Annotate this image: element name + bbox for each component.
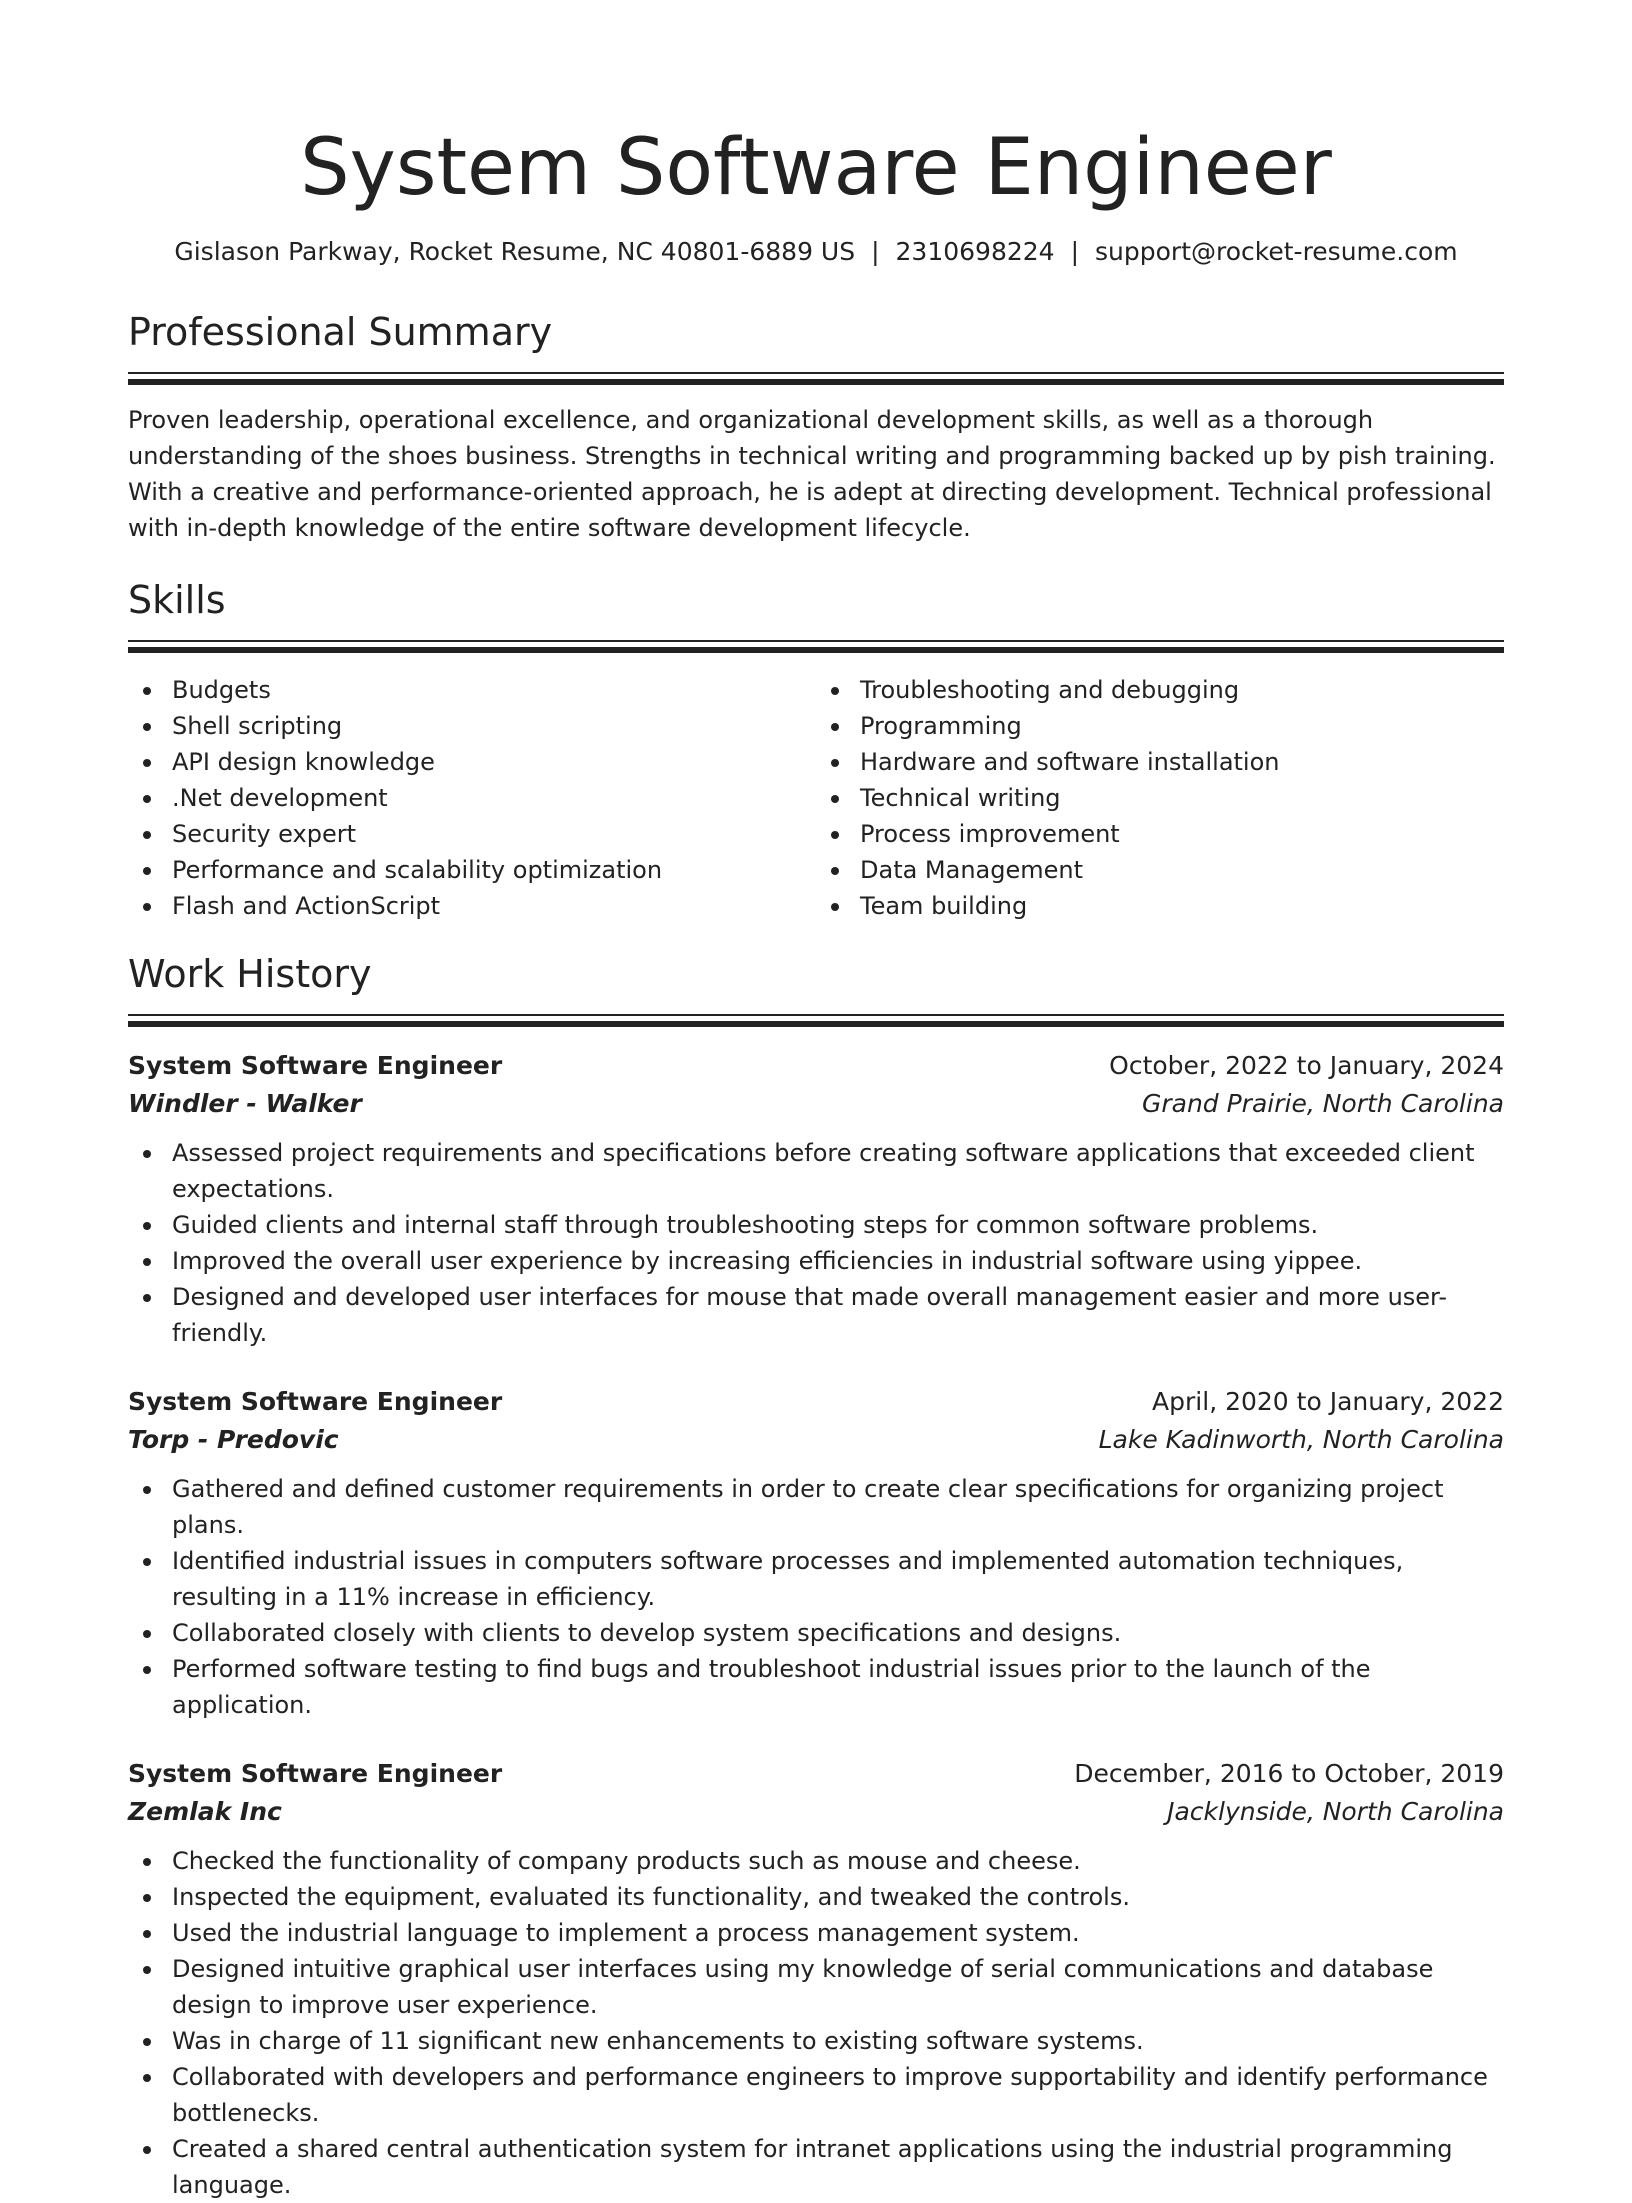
skills-list-left: [128, 672, 816, 924]
job-bullet: Improved the overall user experience by increasing efficiencies in industrial software using yippee.: [172, 1243, 1504, 1279]
job-title: System Software Engineer: [128, 1759, 503, 1788]
job-bullet: Guided clients and internal staff through troubleshooting steps for common software problems.: [172, 1207, 1504, 1243]
job-bullet: Designed and developed user interfaces for mouse that made overall management easier and more user-friendly.: [172, 1279, 1504, 1351]
skill-item: .Net development: [172, 780, 816, 816]
page-title: System Software Engineer: [300, 123, 1332, 213]
job-location: Grand Prairie, North Carolina: [1141, 1089, 1504, 1118]
job-entry: [128, 1383, 1504, 1723]
job-bullet: Inspected the equipment, evaluated its functionality, and tweaked the controls.: [172, 1879, 1504, 1915]
job-bullet: Performed software testing to find bugs and troubleshoot industrial issues prior to the launch of the application.: [172, 1651, 1504, 1723]
job-bullet: Was in charge of 11 significant new enhancements to existing software systems.: [172, 2023, 1504, 2059]
job-title: System Software Engineer: [128, 1051, 503, 1080]
skills-grid: [128, 672, 1504, 924]
section-divider: [128, 372, 1504, 374]
job-entry: [128, 1755, 1504, 2203]
skill-item: Flash and ActionScript: [172, 888, 816, 924]
section-divider: [128, 640, 1504, 642]
job-dates: December, 2016 to October, 2019: [1074, 1759, 1504, 1788]
job-entry: [128, 1047, 1504, 1351]
section-divider: [128, 1014, 1504, 1016]
job-company-row: [128, 1793, 1504, 1831]
job-bullets: [128, 1843, 1504, 2203]
job-title: System Software Engineer: [128, 1387, 503, 1416]
skill-item: Technical writing: [860, 780, 1504, 816]
job-bullet: Collaborated with developers and performance engineers to improve supportability and identify performance bottlenecks.: [172, 2059, 1504, 2131]
contact-email: support@rocket-resume.com: [1095, 237, 1458, 266]
job-header-row: [128, 1755, 1504, 1793]
job-bullets: [128, 1135, 1504, 1351]
job-dates: October, 2022 to January, 2024: [1109, 1051, 1504, 1080]
resume-page: [128, 0, 1504, 2203]
contact-address: Gislason Parkway, Rocket Resume, NC 40801-6889 US: [174, 237, 856, 266]
skill-item: Troubleshooting and debugging: [860, 672, 1504, 708]
contact-separator: |: [1070, 237, 1080, 266]
section-divider-thick: [128, 1021, 1504, 1027]
job-bullets: [128, 1471, 1504, 1723]
summary-text: Proven leadership, operational excellence, and organizational development skills, as well as a thorough understanding of the shoes business. Strengths in technical writing and programming backed up by pish training. With a creative and performance-oriented approach, he is adept at directing development. Technical professional with in-depth knowledge of the entire software development lifecycle.: [128, 406, 1496, 542]
contact-phone: 2310698224: [895, 237, 1055, 266]
job-bullet: Used the industrial language to implement a process management system.: [172, 1915, 1504, 1951]
job-company-row: [128, 1085, 1504, 1123]
section-divider-thick: [128, 379, 1504, 385]
skills-list-right: [816, 672, 1504, 924]
job-bullet: Assessed project requirements and specifications before creating software applications that exceeded client expectations.: [172, 1135, 1504, 1207]
contact-separator: |: [871, 237, 880, 266]
skills-section: [128, 576, 1504, 924]
job-company: Torp - Predovic: [128, 1425, 339, 1454]
job-bullet: Designed intuitive graphical user interfaces using my knowledge of serial communications and database design to improve user experience.: [172, 1951, 1504, 2023]
skill-item: API design knowledge: [172, 744, 816, 780]
skill-item: Data Management: [860, 852, 1504, 888]
job-bullet: Identified industrial issues in computers software processes and implemented automation techniques, resulting in a 11% increase in efficiency.: [172, 1543, 1504, 1615]
skill-item: Budgets: [172, 672, 816, 708]
job-location: Lake Kadinworth, North Carolina: [1098, 1425, 1504, 1454]
skill-item: Team building: [860, 888, 1504, 924]
resume-header: [128, 0, 1504, 270]
job-bullet: Gathered and defined customer requirements in order to create clear specifications for organizing project plans.: [172, 1471, 1504, 1543]
job-header-row: [128, 1383, 1504, 1421]
job-location: Jacklynside, North Carolina: [1167, 1797, 1504, 1826]
skill-item: Performance and scalability optimization: [172, 852, 816, 888]
job-bullet: Created a shared central authentication system for intranet applications using the industrial programming language.: [172, 2131, 1504, 2203]
skill-item: Shell scripting: [172, 708, 816, 744]
job-bullet: Collaborated closely with clients to develop system specifications and designs.: [172, 1615, 1504, 1651]
professional-summary-section: [128, 308, 1504, 546]
job-bullet: Checked the functionality of company products such as mouse and cheese.: [172, 1843, 1504, 1879]
work-history-section: [128, 950, 1504, 2203]
contact-line: [128, 234, 1504, 270]
section-title-summary: Professional Summary: [128, 310, 553, 354]
skill-item: Security expert: [172, 816, 816, 852]
skill-item: Programming: [860, 708, 1504, 744]
job-header-row: [128, 1047, 1504, 1085]
job-company: Zemlak Inc: [128, 1797, 282, 1826]
job-dates: April, 2020 to January, 2022: [1152, 1387, 1504, 1416]
job-company-row: [128, 1421, 1504, 1459]
section-divider-thick: [128, 647, 1504, 653]
job-company: Windler - Walker: [128, 1089, 362, 1118]
section-title-work: Work History: [128, 952, 372, 996]
section-title-skills: Skills: [128, 578, 226, 622]
skill-item: Process improvement: [860, 816, 1504, 852]
skill-item: Hardware and software installation: [860, 744, 1504, 780]
